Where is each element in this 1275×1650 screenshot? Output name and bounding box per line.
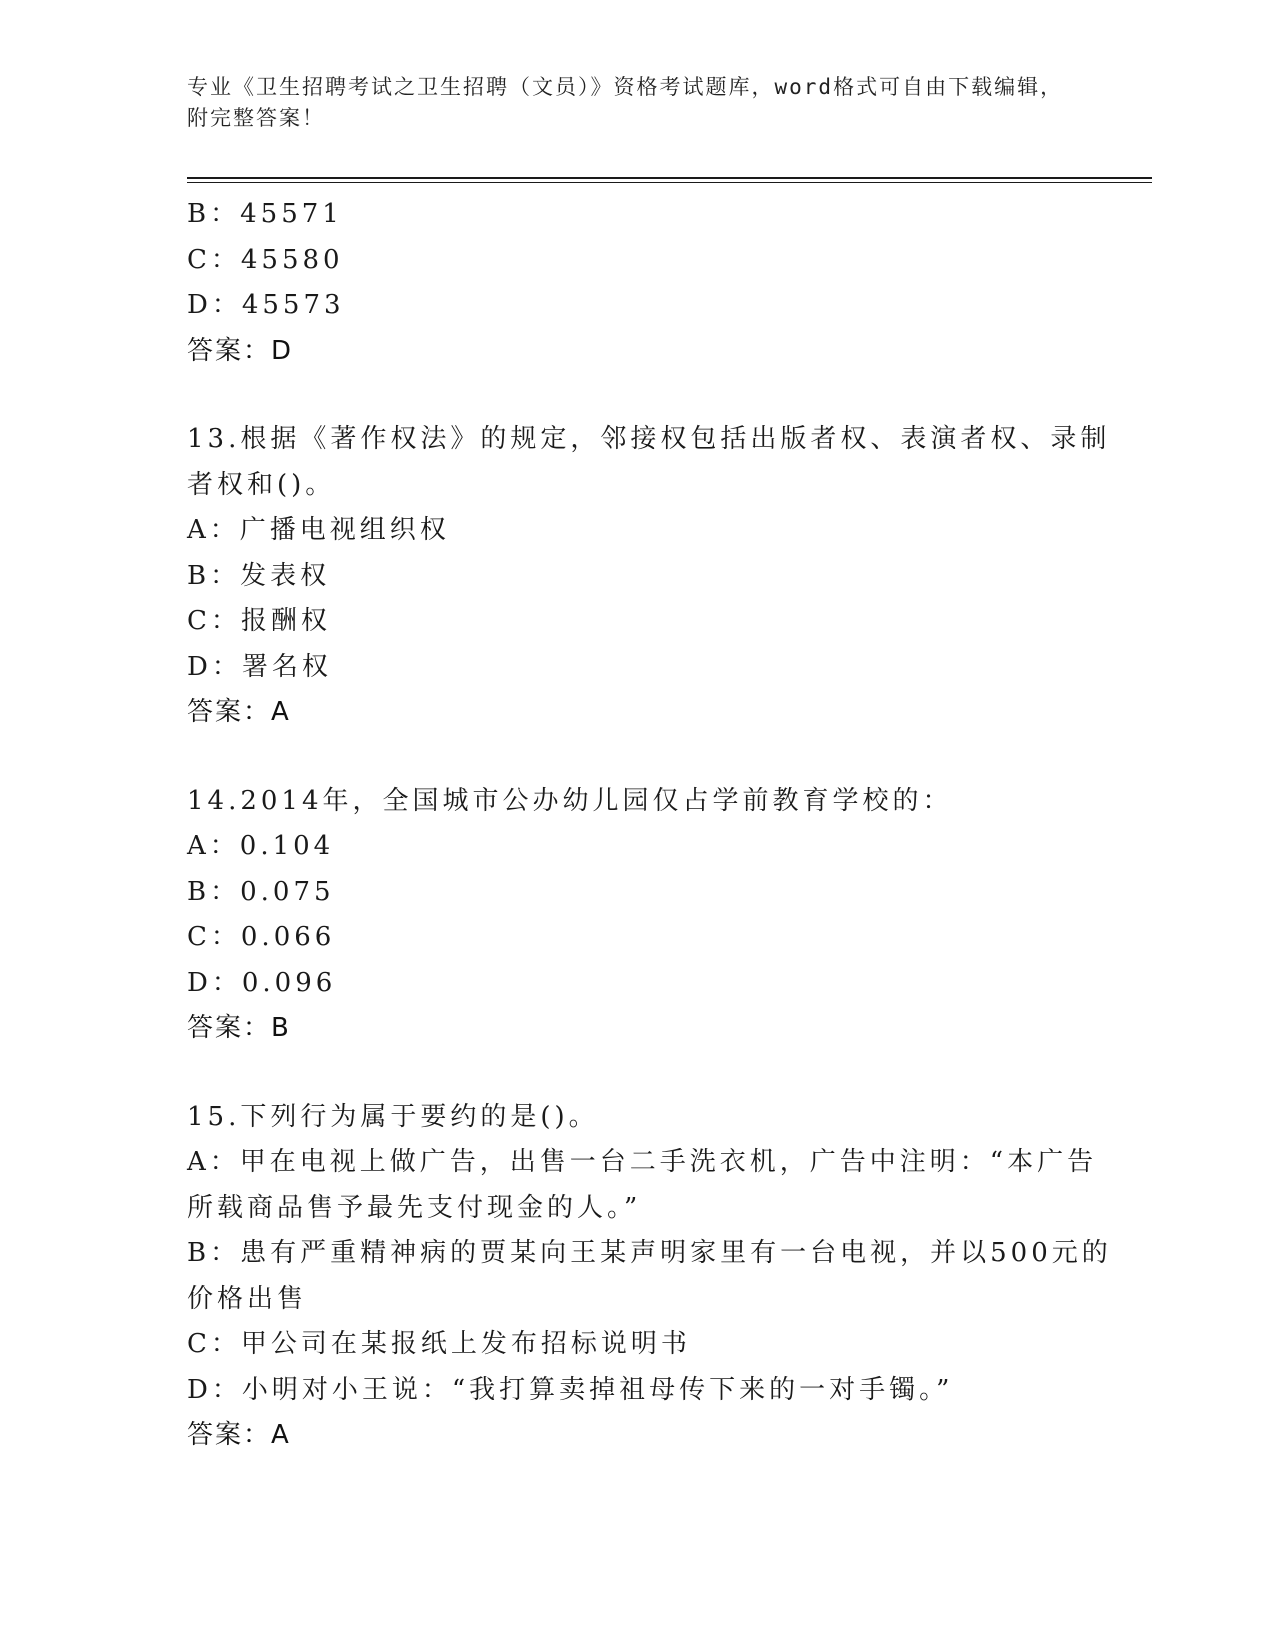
option-a: A：甲在电视上做广告，出售一台二手洗衣机，广告中注明：“本广告 [187, 1147, 1098, 1177]
spacer [187, 1052, 1087, 1095]
option-a: A：广播电视组织权 [187, 515, 450, 545]
option-c: C：甲公司在某报纸上发布招标说明书 [187, 1329, 691, 1359]
option-d: D：0.096 [187, 967, 337, 998]
option-c: C：45580 [187, 244, 344, 275]
question-stem-continued: 者权和()。 [187, 469, 336, 500]
option-d: D：45573 [187, 290, 345, 320]
option-b: B：发表权 [187, 560, 331, 591]
option-c: C：0.066 [187, 922, 336, 952]
question-stem: 13.根据《著作权法》的规定，邻接权包括出版者权、表演者权、录制 [187, 424, 1111, 454]
header-divider-thin [187, 182, 1152, 183]
answer-line: 答案：A [187, 1420, 291, 1450]
option-d: D：署名权 [187, 651, 332, 682]
option-a-continued: 所载商品售予最先支付现金的人。” [187, 1192, 642, 1223]
answer-line: 答案：D [187, 335, 294, 366]
question-15 [187, 1095, 1112, 1459]
option-b: B：0.075 [187, 876, 335, 907]
option-b-continued: 价格出售 [187, 1283, 308, 1314]
question-content [187, 192, 1112, 1459]
document-header [187, 72, 1067, 134]
option-c: C：报酬权 [187, 606, 331, 636]
question-14 [187, 779, 1087, 1052]
question-13 [187, 417, 1111, 736]
question-stem: 14.2014年，全国城市公办幼儿园仅占学前教育学校的： [187, 785, 953, 816]
option-b: B：45571 [187, 199, 343, 229]
option-a: A：0.104 [187, 831, 335, 861]
question-12-continued [187, 192, 1087, 374]
answer-line: 答案：A [187, 697, 291, 727]
answer-line: 答案：B [187, 1013, 291, 1043]
option-b: B：患有严重精神病的贾某向王某声明家里有一台电视，并以500元的 [187, 1238, 1112, 1268]
header-divider-thick [187, 177, 1152, 179]
spacer [187, 736, 1087, 779]
question-stem: 15.下列行为属于要约的是()。 [187, 1101, 599, 1132]
option-d: D：小明对小王说：“我打算卖掉祖母传下来的一对手镯。” [187, 1374, 954, 1405]
header-title: 专业《卫生招聘考试之卫生招聘（文员）》资格考试题库，word格式可自由下载编辑，附完整答案！ [187, 75, 1064, 130]
spacer [187, 374, 1087, 417]
